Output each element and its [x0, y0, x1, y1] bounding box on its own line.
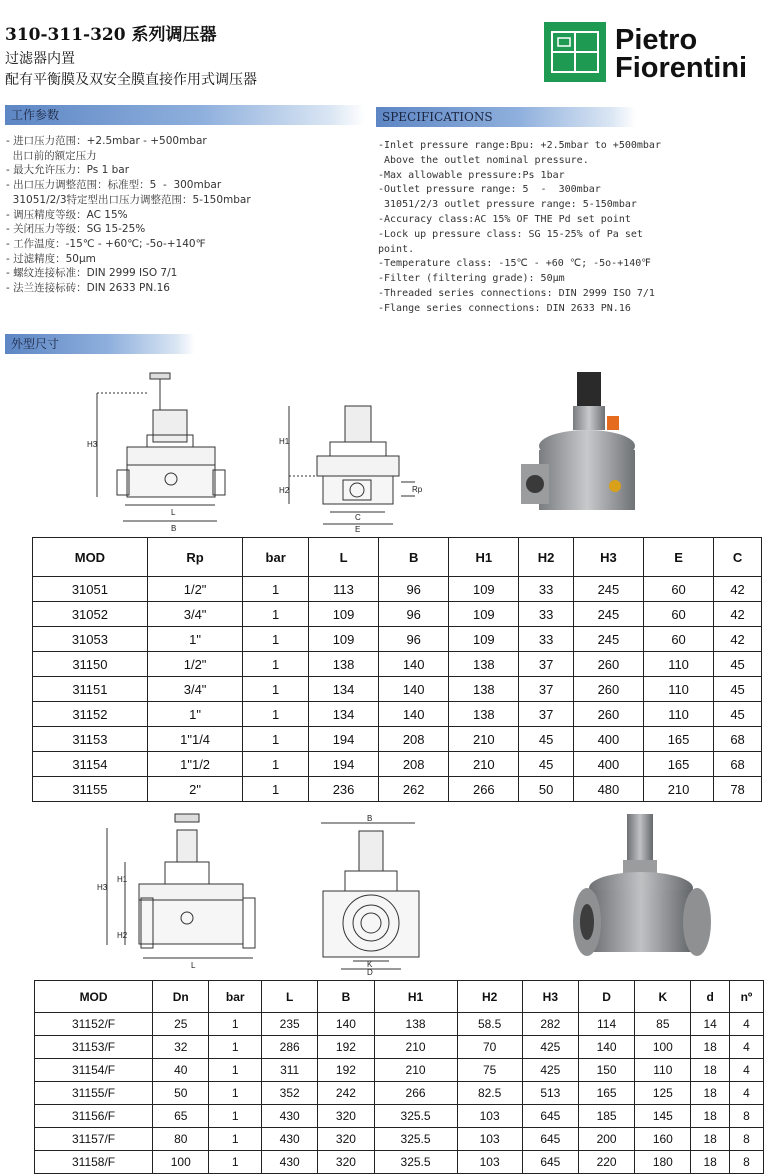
table-cell: 2" [147, 777, 243, 802]
table-cell: 210 [374, 1059, 457, 1082]
table-cell: 42 [714, 627, 762, 652]
table-cell: 425 [522, 1036, 578, 1059]
table-row [35, 1151, 764, 1174]
table-cell: 352 [262, 1082, 318, 1105]
table-cell: 165 [643, 752, 713, 777]
table-cell: 1 [243, 702, 309, 727]
col-l: L [262, 981, 318, 1013]
table-cell: 220 [578, 1151, 634, 1174]
brand-logo-icon [544, 22, 606, 82]
col-mod: MOD [35, 981, 153, 1013]
col-n: nº [729, 981, 763, 1013]
table-cell: 31053 [33, 627, 148, 652]
table-cell: 140 [318, 1013, 374, 1036]
table-cell: 192 [318, 1036, 374, 1059]
table-cell: 50 [153, 1082, 209, 1105]
table-cell: 96 [379, 577, 449, 602]
table-cell: 1 [243, 577, 309, 602]
table-cell: 85 [635, 1013, 691, 1036]
col-h1: H1 [449, 538, 519, 577]
table-cell: 60 [643, 627, 713, 652]
table-cell: 3/4" [147, 602, 243, 627]
table-cell: 192 [318, 1059, 374, 1082]
table-row [35, 1082, 764, 1105]
table-cell: 40 [153, 1059, 209, 1082]
col-b: B [379, 538, 449, 577]
table-header-row [33, 538, 762, 577]
table-cell: 18 [691, 1128, 729, 1151]
col-h1: H1 [374, 981, 457, 1013]
cn-specs-heading: 工作参数 [5, 105, 365, 125]
table-cell: 31158/F [35, 1151, 153, 1174]
table-cell: 65 [153, 1105, 209, 1128]
en-spec-line: -Outlet pressure range: 5 - 300mbar [378, 184, 601, 196]
en-spec-line: -Flange series connections: DIN 2633 PN.16 [378, 302, 631, 314]
table-row [35, 1036, 764, 1059]
table-cell: 31052 [33, 602, 148, 627]
table-cell: 31154 [33, 752, 148, 777]
col-k: K [635, 981, 691, 1013]
table-cell: 18 [691, 1036, 729, 1059]
table-cell: 75 [457, 1059, 522, 1082]
table-cell: 110 [643, 677, 713, 702]
table-cell: 37 [519, 702, 573, 727]
table-cell: 113 [308, 577, 378, 602]
table-cell: 14 [691, 1013, 729, 1036]
table-cell: 18 [691, 1059, 729, 1082]
threaded-front-view-diagram [275, 400, 435, 535]
table-cell: 58.5 [457, 1013, 522, 1036]
table-cell: 194 [308, 752, 378, 777]
table-row [33, 577, 762, 602]
en-specs-list [378, 139, 661, 317]
table-row [33, 627, 762, 652]
en-spec-line: -Inlet pressure range:Bpu: +2.5mbar to +500mbar [378, 140, 661, 151]
table-row [33, 752, 762, 777]
threaded-side-view-diagram [85, 365, 235, 535]
col-h3: H3 [573, 538, 643, 577]
table-row [33, 777, 762, 802]
table-cell: 1"1/4 [147, 727, 243, 752]
label-b-flanged: B [367, 815, 373, 823]
flanged-side-view-diagram [95, 810, 265, 970]
table-row [35, 1128, 764, 1151]
col-h3: H3 [522, 981, 578, 1013]
table-cell: 103 [457, 1151, 522, 1174]
table-cell: 18 [691, 1151, 729, 1174]
table-cell: 430 [262, 1151, 318, 1174]
col-dn: Dn [153, 981, 209, 1013]
en-spec-line: point. [378, 243, 415, 255]
table-cell: 210 [449, 752, 519, 777]
table-cell: 1/2" [147, 577, 243, 602]
table-header-row [35, 981, 764, 1013]
col-d-small: d [691, 981, 729, 1013]
en-spec-line: Above the outlet nominal pressure. [378, 154, 589, 166]
table-cell: 138 [449, 677, 519, 702]
table-cell: 31153/F [35, 1036, 153, 1059]
table-cell: 1 [209, 1013, 262, 1036]
table-cell: 31157/F [35, 1128, 153, 1151]
table-cell: 260 [573, 702, 643, 727]
table-cell: 1 [209, 1036, 262, 1059]
table-cell: 31150 [33, 652, 148, 677]
table-row [33, 602, 762, 627]
table-cell: 18 [691, 1105, 729, 1128]
table-cell: 165 [643, 727, 713, 752]
label-h2-flanged: H2 [117, 931, 128, 940]
table-cell: 31156/F [35, 1105, 153, 1128]
table-cell: 125 [635, 1082, 691, 1105]
table-cell: 37 [519, 677, 573, 702]
table-cell: 320 [318, 1128, 374, 1151]
table-cell: 68 [714, 727, 762, 752]
table-row [35, 1105, 764, 1128]
label-l: L [171, 508, 176, 517]
table-row [33, 652, 762, 677]
brand-name-line2: Fiorentini [615, 52, 748, 84]
table-cell: 262 [379, 777, 449, 802]
table-cell: 138 [374, 1013, 457, 1036]
table-cell: 1 [243, 602, 309, 627]
cn-spec-line: - 工作温度：-15℃ - +60℃; -5o-+140℉ [6, 237, 206, 250]
table-cell: 1/2" [147, 652, 243, 677]
table-cell: 103 [457, 1105, 522, 1128]
table-cell: 60 [643, 577, 713, 602]
table-cell: 320 [318, 1105, 374, 1128]
table-cell: 110 [643, 702, 713, 727]
table-cell: 80 [153, 1128, 209, 1151]
table-cell: 8 [729, 1151, 763, 1174]
table-cell: 266 [374, 1082, 457, 1105]
cn-spec-line: - 过滤精度：50μm [6, 252, 96, 265]
table-cell: 645 [522, 1105, 578, 1128]
table-cell: 45 [714, 677, 762, 702]
col-h2: H2 [457, 981, 522, 1013]
col-bar: bar [243, 538, 309, 577]
table-cell: 160 [635, 1128, 691, 1151]
table-cell: 286 [262, 1036, 318, 1059]
table-cell: 1 [243, 677, 309, 702]
table-cell: 134 [308, 677, 378, 702]
table-cell: 33 [519, 627, 573, 652]
table-cell: 4 [729, 1082, 763, 1105]
table-cell: 245 [573, 577, 643, 602]
table-row [35, 1013, 764, 1036]
table-cell: 8 [729, 1105, 763, 1128]
subtitle-filter: 过滤器内置 [5, 51, 75, 67]
table-cell: 8 [729, 1128, 763, 1151]
table-cell: 138 [308, 652, 378, 677]
table-cell: 100 [635, 1036, 691, 1059]
table-cell: 513 [522, 1082, 578, 1105]
table-cell: 45 [714, 702, 762, 727]
table-row [33, 677, 762, 702]
col-rp: Rp [147, 538, 243, 577]
table-cell: 140 [379, 702, 449, 727]
table-cell: 400 [573, 752, 643, 777]
cn-spec-line: - 进口压力范围：+2.5mbar - +500mbar [6, 135, 207, 147]
table-cell: 430 [262, 1105, 318, 1128]
table-cell: 311 [262, 1059, 318, 1082]
table-cell: 236 [308, 777, 378, 802]
table-cell: 282 [522, 1013, 578, 1036]
en-specs-heading: SPECIFICATIONS [376, 107, 636, 127]
threaded-models-table [32, 537, 762, 802]
en-spec-line: -Filter (filtering grade): 50μm [378, 273, 565, 285]
table-cell: 165 [578, 1082, 634, 1105]
table-cell: 45 [714, 652, 762, 677]
table-cell: 96 [379, 602, 449, 627]
table-cell: 208 [379, 727, 449, 752]
table-cell: 109 [449, 577, 519, 602]
cn-spec-line: - 法兰连接标砖：DIN 2633 PN.16 [6, 282, 170, 295]
table-cell: 42 [714, 577, 762, 602]
table-cell: 110 [643, 652, 713, 677]
label-c: C [355, 513, 361, 522]
table-cell: 235 [262, 1013, 318, 1036]
table-cell: 645 [522, 1128, 578, 1151]
table-cell: 645 [522, 1151, 578, 1174]
table-cell: 210 [643, 777, 713, 802]
flanged-front-view-diagram [315, 815, 430, 975]
subtitle-description: 配有平衡膜及双安全膜直接作用式调压器 [5, 72, 257, 88]
table-cell: 1 [243, 652, 309, 677]
table-cell: 1" [147, 627, 243, 652]
table-cell: 320 [318, 1151, 374, 1174]
document-title: 310-311-320 系列调压器 [5, 25, 217, 45]
label-rp: Rp [412, 485, 423, 494]
table-cell: 145 [635, 1105, 691, 1128]
table-cell: 325.5 [374, 1105, 457, 1128]
table-cell: 4 [729, 1013, 763, 1036]
table-cell: 45 [519, 727, 573, 752]
table-cell: 260 [573, 677, 643, 702]
table-cell: 1 [209, 1151, 262, 1174]
en-spec-line: -Temperature class: -15℃ - +60 ℃; -5o-+140℉ [378, 258, 651, 270]
table-cell: 1 [243, 752, 309, 777]
table-cell: 430 [262, 1128, 318, 1151]
table-cell: 4 [729, 1059, 763, 1082]
table-cell: 109 [308, 627, 378, 652]
cn-spec-line: 出口前的额定压力 [6, 149, 97, 162]
table-cell: 110 [635, 1059, 691, 1082]
table-cell: 60 [643, 602, 713, 627]
table-cell: 210 [374, 1036, 457, 1059]
table-cell: 31155 [33, 777, 148, 802]
col-d: D [578, 981, 634, 1013]
cn-spec-line: - 调压精度等级：AC 15% [6, 208, 128, 221]
flanged-models-table [34, 980, 764, 1174]
table-cell: 68 [714, 752, 762, 777]
col-mod: MOD [33, 538, 148, 577]
cn-spec-line: - 关闭压力等级：SG 15-25% [6, 223, 146, 236]
table-cell: 140 [379, 677, 449, 702]
table-cell: 140 [578, 1036, 634, 1059]
table-cell: 140 [379, 652, 449, 677]
table-cell: 150 [578, 1059, 634, 1082]
en-spec-line: -Threaded series connections: DIN 2999 ISO 7/1 [378, 287, 655, 299]
col-c: C [714, 538, 762, 577]
table-cell: 96 [379, 627, 449, 652]
table-cell: 78 [714, 777, 762, 802]
table-cell: 194 [308, 727, 378, 752]
cn-spec-line: - 出口压力调整范围：标准型：5 - 300mbar [6, 179, 222, 192]
label-e: E [355, 525, 361, 534]
table-cell: 1 [209, 1128, 262, 1151]
threaded-regulator-photo [515, 368, 640, 528]
table-cell: 138 [449, 702, 519, 727]
cn-spec-line: 31051/2/3特定型出口压力调整范围：5-150mbar [6, 193, 251, 206]
table-cell: 1 [243, 727, 309, 752]
table-cell: 1 [243, 777, 309, 802]
table-cell: 134 [308, 702, 378, 727]
table-cell: 45 [519, 752, 573, 777]
table-cell: 1 [209, 1082, 262, 1105]
table-cell: 4 [729, 1036, 763, 1059]
table-cell: 103 [457, 1128, 522, 1151]
table-cell: 1" [147, 702, 243, 727]
table-cell: 208 [379, 752, 449, 777]
cn-specs-list [6, 134, 251, 296]
en-spec-line: -Max allowable pressure:Ps 1bar [378, 169, 565, 181]
table-cell: 266 [449, 777, 519, 802]
table-cell: 37 [519, 652, 573, 677]
brand-name-line1: Pietro [615, 24, 698, 56]
table-cell: 100 [153, 1151, 209, 1174]
table-cell: 42 [714, 602, 762, 627]
table-cell: 245 [573, 602, 643, 627]
label-b: B [171, 524, 177, 533]
table-row [33, 727, 762, 752]
table-cell: 1"1/2 [147, 752, 243, 777]
table-cell: 400 [573, 727, 643, 752]
label-h1-flanged: H1 [117, 875, 128, 884]
table-cell: 260 [573, 652, 643, 677]
table-cell: 138 [449, 652, 519, 677]
table-cell: 109 [449, 602, 519, 627]
table-cell: 31153 [33, 727, 148, 752]
table-cell: 31051 [33, 577, 148, 602]
table-cell: 425 [522, 1059, 578, 1082]
table-cell: 25 [153, 1013, 209, 1036]
col-e: E [643, 538, 713, 577]
label-h1: H1 [279, 437, 290, 446]
table-cell: 31152 [33, 702, 148, 727]
dimensions-heading: 外型尺寸 [5, 334, 195, 354]
table-cell: 109 [449, 627, 519, 652]
table-cell: 31151 [33, 677, 148, 702]
cn-spec-line: - 最大允许压力：Ps 1 bar [6, 164, 130, 177]
table-cell: 31155/F [35, 1082, 153, 1105]
en-spec-line: 31051/2/3 outlet pressure range: 5-150mbar [378, 199, 637, 211]
table-cell: 114 [578, 1013, 634, 1036]
en-spec-line: -Accuracy class:AC 15% OF THE Pd set point [378, 213, 631, 225]
table-cell: 50 [519, 777, 573, 802]
table-cell: 185 [578, 1105, 634, 1128]
table-cell: 33 [519, 602, 573, 627]
table-cell: 325.5 [374, 1151, 457, 1174]
en-spec-line: -Lock up pressure class: SG 15-25% of Pa set [378, 228, 643, 240]
col-bar: bar [209, 981, 262, 1013]
table-cell: 70 [457, 1036, 522, 1059]
label-h3: H3 [87, 440, 98, 449]
label-l-flanged: L [191, 961, 196, 970]
table-cell: 1 [209, 1105, 262, 1128]
label-d: D [367, 968, 373, 975]
table-cell: 31152/F [35, 1013, 153, 1036]
col-h2: H2 [519, 538, 573, 577]
col-b: B [318, 981, 374, 1013]
table-row [35, 1059, 764, 1082]
cn-spec-line: - 螺纹连接标准：DIN 2999 ISO 7/1 [6, 267, 178, 280]
table-cell: 31154/F [35, 1059, 153, 1082]
table-cell: 109 [308, 602, 378, 627]
table-cell: 180 [635, 1151, 691, 1174]
table-cell: 32 [153, 1036, 209, 1059]
table-cell: 3/4" [147, 677, 243, 702]
table-cell: 1 [243, 627, 309, 652]
table-cell: 82.5 [457, 1082, 522, 1105]
table-cell: 245 [573, 627, 643, 652]
table-cell: 1 [209, 1059, 262, 1082]
table-cell: 200 [578, 1128, 634, 1151]
table-cell: 18 [691, 1082, 729, 1105]
table-cell: 480 [573, 777, 643, 802]
label-k: K [367, 960, 373, 969]
col-l: L [308, 538, 378, 577]
label-h2: H2 [279, 486, 290, 495]
table-cell: 33 [519, 577, 573, 602]
flanged-regulator-photo [565, 810, 720, 975]
table-row [33, 702, 762, 727]
table-cell: 242 [318, 1082, 374, 1105]
table-cell: 210 [449, 727, 519, 752]
label-h3-flanged: H3 [97, 883, 108, 892]
table-cell: 325.5 [374, 1128, 457, 1151]
